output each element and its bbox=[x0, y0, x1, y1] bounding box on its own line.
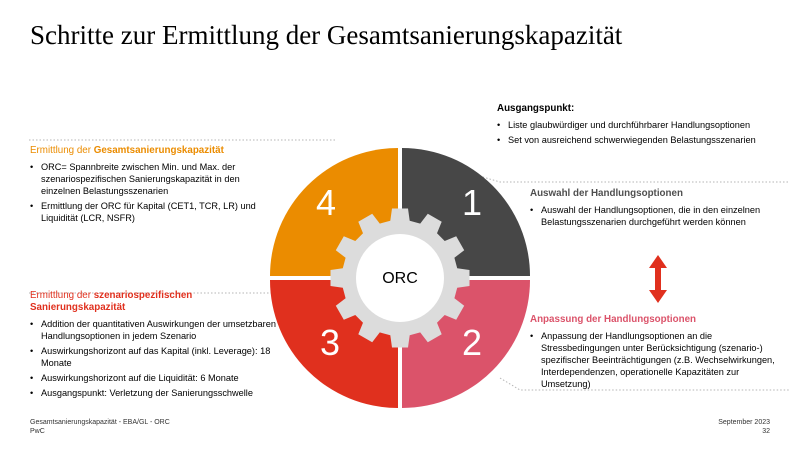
list-item: • Anpassung der Handlungsoptionen an die Stressbedingungen unter Berücksichtigung (szenario-) spezifischer Beeinträchtigungen (z.B. Wechselwirkungen, Interdependenzen, operationelle Kapazitäten zur Umsetzung) bbox=[530, 330, 780, 390]
step1-list bbox=[530, 204, 785, 228]
step1-block bbox=[530, 188, 785, 231]
step4-heading-emphasis: Gesamtsanierungskapazität bbox=[93, 145, 224, 156]
quadrant-number-4: 4 bbox=[315, 182, 337, 223]
step2-list bbox=[530, 330, 780, 390]
list-item: • Ermittlung der ORC für Kapital (CET1, TCR, LR) und Liquidität (LCR, NSFR) bbox=[30, 200, 280, 224]
quadrant-number-3: 3 bbox=[319, 322, 341, 363]
list-item: • Auswirkungshorizont auf die Liquidität: 6 Monate bbox=[30, 372, 285, 384]
starting-point-heading: Ausgangspunkt: bbox=[497, 103, 575, 114]
step4-list bbox=[30, 161, 280, 224]
list-item: • ORC= Spannbreite zwischen Min. und Max. der szenariospezifischen Sanierungskapazität in den einzelnen Belastungsszenarien bbox=[30, 161, 280, 197]
step3-block bbox=[30, 290, 285, 402]
page-title: Schritte zur Ermittlung der Gesamtsanierungskapazität bbox=[30, 20, 623, 50]
starting-point-block bbox=[497, 103, 792, 149]
footer-left bbox=[30, 418, 170, 436]
list-item: • Auswirkungshorizont auf das Kapital (inkl. Leverage): 18 Monate bbox=[30, 345, 285, 369]
list-item: • Ausgangspunkt: Verletzung der Sanierungsschwelle bbox=[30, 387, 285, 399]
footer-right bbox=[718, 418, 770, 436]
center-label: ORC bbox=[382, 270, 418, 287]
footer-date: September 2023 bbox=[718, 419, 770, 426]
footer-brand: PwC bbox=[30, 428, 45, 435]
step4-heading-prefix: Ermittlung der bbox=[30, 145, 94, 156]
step3-heading-prefix: Ermittlung der bbox=[30, 290, 94, 301]
step4-heading bbox=[30, 145, 280, 157]
list-item: • Addition der quantitativen Auswirkungen der umsetzbaren Handlungsoptionen in jedem Szenario bbox=[30, 318, 285, 342]
step4-block bbox=[30, 145, 280, 227]
page-number: 32 bbox=[762, 428, 770, 435]
list-item: • Auswahl der Handlungsoptionen, die in den einzelnen Belastungsszenarien durchgeführt werden können bbox=[530, 204, 785, 228]
step2-block bbox=[530, 314, 780, 393]
list-item: • Set von ausreichend schwerwiegenden Belastungsszenarien bbox=[497, 134, 792, 146]
step3-heading-emphasis: szenariospezifischen Sanierungskapazität bbox=[30, 290, 193, 313]
step3-heading bbox=[30, 290, 285, 314]
footer-source: Gesamtsanierungskapazität - EBA/GL - ORC bbox=[30, 419, 170, 426]
step1-heading: Auswahl der Handlungsoptionen bbox=[530, 188, 683, 199]
step3-list bbox=[30, 318, 285, 399]
quadrant-number-2: 2 bbox=[461, 322, 483, 363]
double-arrow-icon bbox=[649, 255, 667, 303]
step2-heading: Anpassung der Handlungsoptionen bbox=[530, 314, 697, 325]
starting-point-list bbox=[497, 119, 792, 146]
list-item: • Liste glaubwürdiger und durchführbarer Handlungsoptionen bbox=[497, 119, 792, 131]
quadrant-number-1: 1 bbox=[461, 182, 483, 223]
